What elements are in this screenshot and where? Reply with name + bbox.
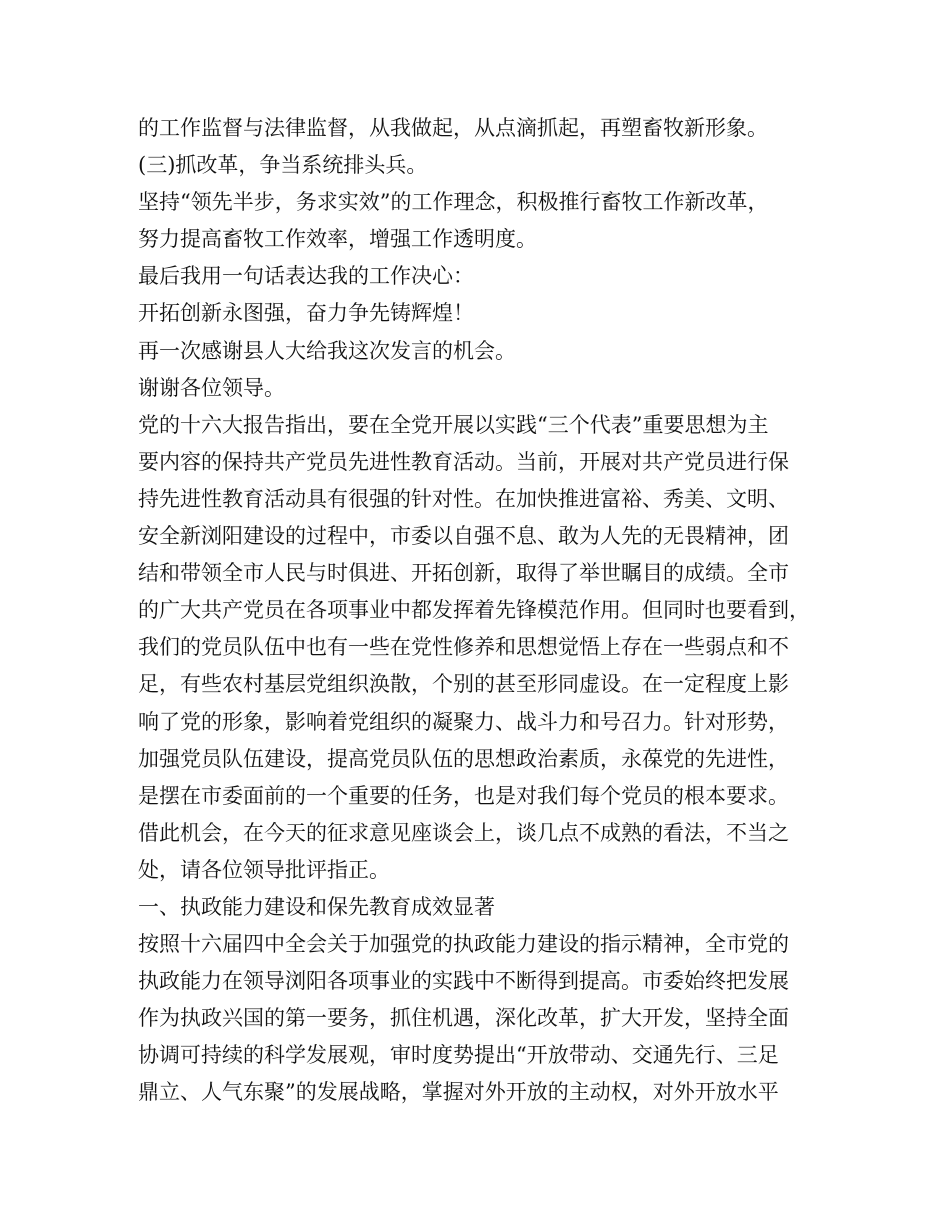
text-line: 持先进性教育活动具有很强的针对性。在加快推进富裕、秀美、文明、	[138, 486, 789, 511]
text-line: 努力提高畜牧工作效率，增强工作透明度。	[138, 227, 537, 252]
text-line: 响了党的形象，影响着党组织的凝聚力、战斗力和号召力。针对形势，	[138, 709, 789, 734]
text-line: 最后我用一句话表达我的工作决心：	[138, 264, 474, 289]
text-line: 借此机会，在今天的征求意见座谈会上，谈几点不成熟的看法，不当之	[138, 820, 789, 845]
text-line: 的工作监督与法律监督，从我做起，从点滴抓起，再塑畜牧新形象。	[138, 116, 768, 140]
text-line: 的广大共产党员在各项事业中都发挥着先锋模范作用。但同时也要看到，	[138, 598, 810, 623]
document-body	[138, 110, 838, 1112]
text-line: 足，有些农村基层党组织涣散，个别的甚至形同虚设。在一定程度上影	[138, 672, 789, 697]
text-line: 安全新浏阳建设的过程中，市委以自强不息、敢为人先的无畏精神，团	[138, 524, 789, 549]
text-line: 谢谢各位领导。	[138, 375, 285, 400]
section-heading: 一、执政能力建设和保先教育成效显著	[138, 894, 495, 919]
text-line: 坚持“领先半步，务求实效”的工作理念，积极推行畜牧工作新改革，	[138, 190, 769, 215]
text-line: 是摆在市委面前的一个重要的任务，也是对我们每个党员的根本要求。	[138, 783, 789, 808]
section-heading: (三)抓改革，争当系统排头兵。	[138, 153, 428, 178]
text-line: 协调可持续的科学发展观，审时度势提出“开放带动、交通先行、三足	[138, 1043, 779, 1068]
text-line: 党的十六大报告指出，要在全党开展以实践“三个代表”重要思想为主	[138, 412, 769, 437]
text-line: 执政能力在领导浏阳各项事业的实践中不断得到提高。市委始终把发展	[138, 969, 789, 994]
text-line: 处，请各位领导批评指正。	[138, 857, 390, 882]
text-line: 要内容的保持共产党员先进性教育活动。当前，开展对共产党员进行保	[138, 449, 789, 474]
text-line: 加强党员队伍建设，提高党员队伍的思想政治素质，永葆党的先进性，	[138, 746, 789, 771]
text-line: 结和带领全市人民与时俱进、开拓创新，取得了举世瞩目的成绩。全市	[138, 561, 789, 586]
text-line: 按照十六届四中全会关于加强党的执政能力建设的指示精神，全市党的	[138, 932, 789, 957]
text-line: 再一次感谢县人大给我这次发言的机会。	[138, 338, 516, 363]
text-line: 鼎立、人气东聚”的发展战略，掌握对外开放的主动权，对外开放水平	[138, 1080, 779, 1105]
text-line: 开拓创新永图强，奋力争先铸辉煌！	[138, 301, 474, 326]
text-line: 我们的党员队伍中也有一些在党性修养和思想觉悟上存在一些弱点和不	[138, 635, 789, 660]
text-line: 作为执政兴国的第一要务，抓住机遇，深化改革，扩大开发，坚持全面	[138, 1006, 789, 1031]
